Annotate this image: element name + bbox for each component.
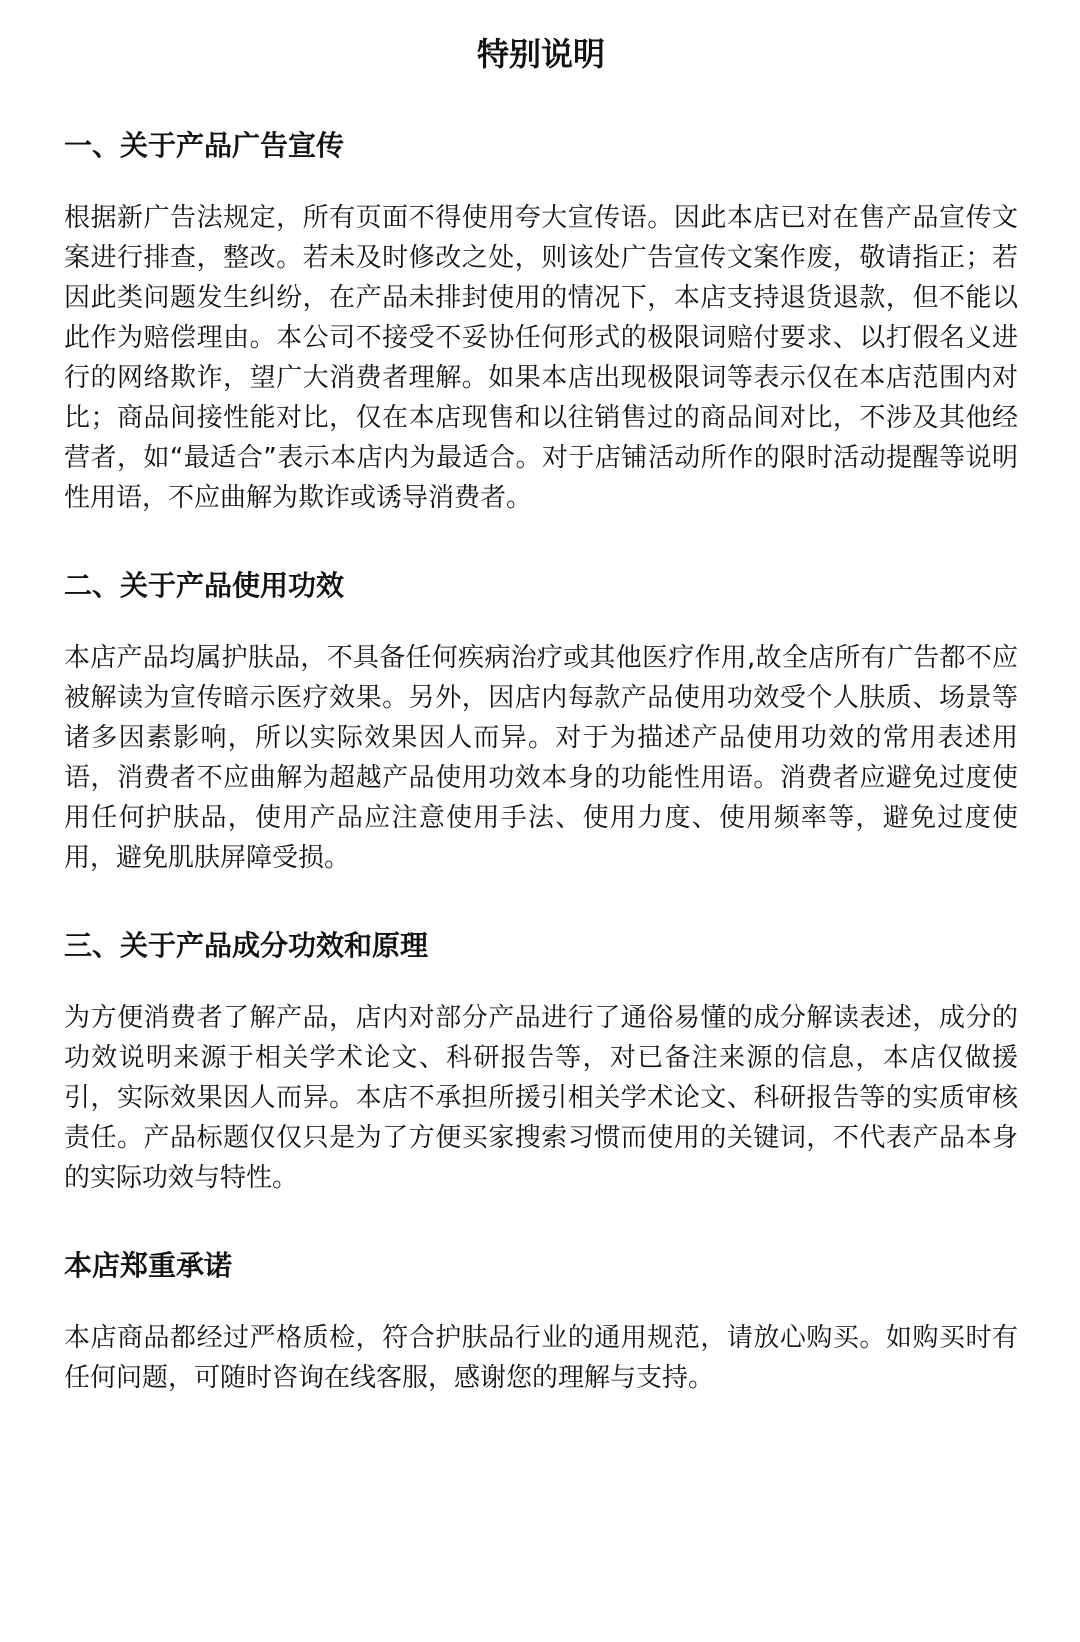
section-heading-advertising: 一、关于产品广告宣传	[64, 129, 345, 162]
section-body-commitment: 本店商品都经过严格质检，符合护肤品行业的通用规范，请放心购买。如购买时有任何问题，可随时咨询在线客服，感谢您的理解与支持。	[64, 1323, 1018, 1393]
section-body-efficacy: 本店产品均属护肤品，不具备任何疾病治疗或其他医疗作用,故全店所有广告都不应被解读为宣传暗示医疗效果。另外，因店内每款产品使用功效受个人肤质、场景等诸多因素影响，所以实际效果因人而异。对于为描述产品使用功效的常用表述用语，消费者不应曲解为超越产品使用功效本身的功能性用语。消费者应避免过度使用任何护肤品，使用产品应注意使用手法、使用力度、使用频率等，避免过度使用，避免肌肤屏障受损。	[64, 643, 1018, 873]
section-body-advertising: 根据新广告法规定，所有页面不得使用夸大宣传语。因此本店已对在售产品宣传文案进行排查，整改。若未及时修改之处，则该处广告宣传文案作废，敬请指正；若因此类问题发生纠纷，在产品未排封使用的情况下，本店支持退货退款，但不能以此作为赔偿理由。本公司不接受不妥协任何形式的极限词赔付要求、以打假名义进行的网络欺诈，望广大消费者理解。如果本店出现极限词等表示仅在本店范围内对比；商品间接性能对比，仅在本店现售和以往销售过的商品间对比，不涉及其他经营者，如“最适合”表示本店内为最适合。对于店铺活动所作的限时活动提醒等说明性用语，不应曲解为欺诈或诱导消费者。	[64, 203, 1018, 513]
section-heading-commitment: 本店郑重承诺	[64, 1249, 233, 1282]
section-heading-efficacy: 二、关于产品使用功效	[64, 569, 345, 602]
section-heading-ingredients: 三、关于产品成分功效和原理	[64, 929, 429, 962]
page-title: 特别说明	[476, 35, 605, 73]
section-body-ingredients: 为方便消费者了解产品，店内对部分产品进行了通俗易懂的成分解读表述，成分的功效说明来源于相关学术论文、科研报告等，对已备注来源的信息，本店仅做援引，实际效果因人而异。本店不承担所援引相关学术论文、科研报告等的实质审核责任。产品标题仅仅只是为了方便买家搜索习惯而使用的关键词，不代表产品本身的实际功效与特性。	[64, 1003, 1018, 1193]
